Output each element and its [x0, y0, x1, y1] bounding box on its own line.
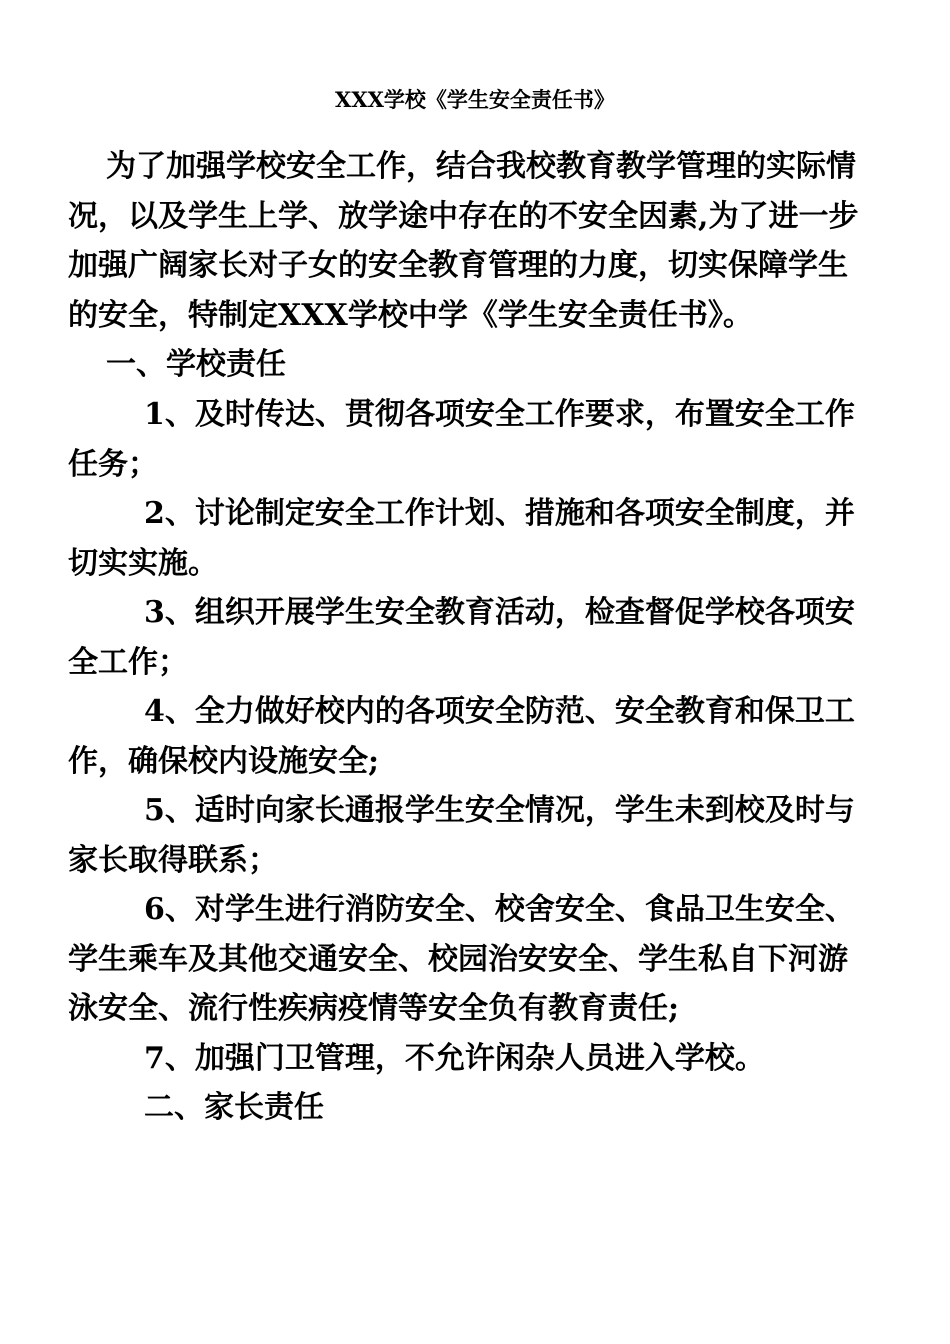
section-heading-school: 一、学校责任 — [106, 347, 286, 382]
list-item: 2、讨论制定安全工作计划、措施和各项安全制度，并切实实施。 — [68, 496, 855, 581]
document-title: XXX学校《学生安全责任书》 — [335, 87, 615, 112]
list-item: 3、组织开展学生安全教育活动，检查督促学校各项安全工作； — [68, 595, 855, 680]
list-item: 4、全力做好校内的各项安全防范、安全教育和保卫工作，确保校内设施安全; — [68, 694, 855, 779]
intro-paragraph: 为了加强学校安全工作，结合我校教育教学管理的实际情况，以及学生上学、放学途中存在的不安全因素,为了进一步加强广阔家长对子女的安全教育管理的力度，切实保障学生的安全，特制定XXX学校中学《学生安全责任书》。 — [68, 149, 859, 333]
list-item: 1、及时传达、贯彻各项安全工作要求，布置安全工作任务； — [68, 397, 855, 482]
list-item: 6、对学生进行消防安全、校舍安全、食品卫生安全、学生乘车及其他交通安全、校园治安安全、学生私自下河游泳安全、流行性疾病疫情等安全负有教育责任; — [68, 892, 855, 1026]
list-item: 5、适时向家长通报学生安全情况，学生未到校及时与家长取得联系； — [68, 793, 855, 878]
school-responsibility-list — [68, 390, 868, 1083]
section-heading-parents: 二、家长责任 — [144, 1090, 324, 1125]
list-item: 7、加强门卫管理，不允许闲杂人员进入学校。 — [144, 1040, 765, 1076]
